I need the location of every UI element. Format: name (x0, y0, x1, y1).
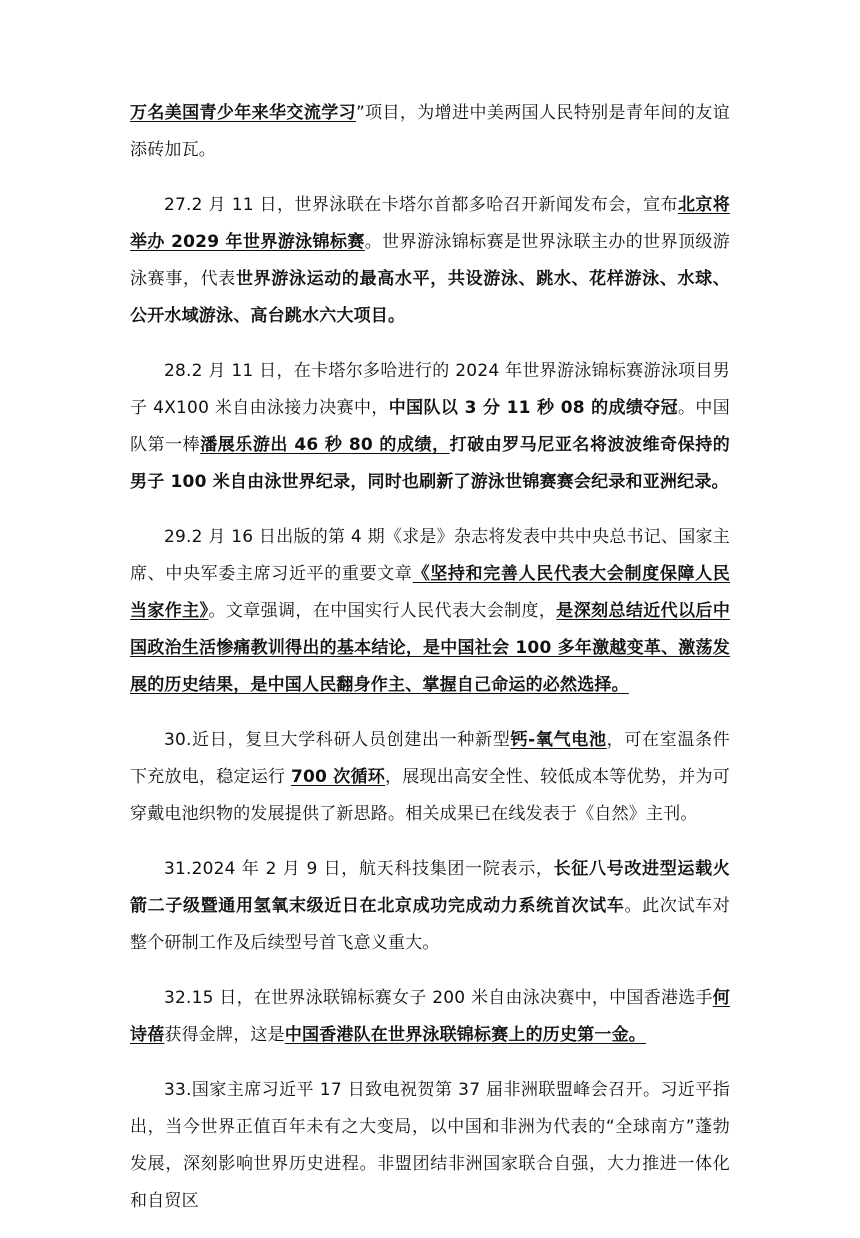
body-text: 27.2 月 11 日，世界泳联在卡塔尔首都多哈召开新闻发布会，宣布 (164, 195, 678, 215)
highlight-text: 万名美国青少年来华交流学习 (130, 103, 356, 123)
news-item-33 (130, 1072, 730, 1220)
body-text: 。文章强调，在中国实行人民代表大会制度， (208, 601, 557, 621)
highlight-text: 《坚持和完善人民代表大会制度保障人民当家作主》 (130, 564, 731, 621)
news-item-28 (130, 353, 730, 501)
body-text: 。此次试车对整个研制工作及后续型号首飞意义重大。 (130, 896, 731, 953)
news-item-32 (130, 980, 730, 1054)
body-text: ，展现出高安全性、较低成本等优势，并为可穿戴电池织物的发展提供了新思路。相关成果已在线发表于《自然》主刊。 (130, 767, 731, 824)
body-text: 28.2 月 11 日，在卡塔尔多哈进行的 2024 年世界游泳锦标赛游泳项目男子 4X100 米自由泳接力决赛中， (130, 361, 730, 418)
news-item-31 (130, 851, 730, 962)
body-text: 。世界游泳锦标赛是世界泳联主办的世界顶级游泳赛事，代表 (130, 232, 730, 289)
news-item-30 (130, 722, 730, 833)
body-text: 29.2 月 16 日出版的第 4 期《求是》杂志将发表中共中央总书记、国家主席、中央军委主席习近平的重要文章 (130, 527, 730, 584)
highlight-text: 700 次循环 (290, 767, 385, 787)
body-text: 获得金牌，这是 (164, 1025, 285, 1045)
body-text: 32.15 日，在世界泳联锦标赛女子 200 米自由泳决赛中，中国香港选手 (164, 988, 713, 1008)
body-text: 33.国家主席习近平 17 日致电祝贺第 37 届非洲联盟峰会召开。习近平指出，当今世界正值百年未有之大变局，以中国和非洲为代表的“全球南方”蓬勃发展，深刻影响世界历史进程。非盟团结非洲国家联合自强，大力推进一体化和自贸区 (130, 1080, 730, 1211)
body-text: ”项目，为增进中美两国人民特别是青年间的友谊添砖加瓦。 (130, 103, 730, 160)
body-text: ，可在室温条件下充放电，稳定运行 (130, 730, 730, 787)
body-text: 30.近日，复旦大学科研人员创建出一种新型 (164, 730, 511, 750)
highlight-text: 潘展乐游出 46 秒 80 的成绩， (200, 435, 450, 455)
highlight-text: 是深刻总结近代以后中国政治生活惨痛教训得出的基本结论，是中国社会 100 多年激越变革、激荡发展的历史结果，是中国人民翻身作主、掌握自己命运的必然选择。 (130, 601, 731, 695)
bold-text: 世界游泳运动的最高水平，共设游泳、跳水、花样游泳、水球、公开水域游泳、高台跳水六大项目。 (130, 269, 730, 326)
bold-text: 长征八号改进型运载火箭二子级暨通用氢氧末级近日在北京成功完成动力系统首次试车 (130, 859, 731, 916)
news-item-29 (130, 519, 730, 704)
bold-text: 打破由罗马尼亚名将波波维奇保持的男子 100 米自由泳世界纪录，同时也刷新了游泳世锦赛赛会纪录和亚洲纪录。 (130, 435, 730, 492)
news-item-27 (130, 187, 730, 335)
body-text: 。中国队第一棒 (130, 398, 730, 455)
highlight-text: 钙-氧气电池 (510, 730, 607, 750)
bold-text: 中国队以 3 分 11 秒 08 的成绩夺冠 (388, 398, 679, 418)
highlight-text: 北京将举办 2029 年世界游泳锦标赛 (130, 195, 730, 252)
highlight-text: 何诗蓓 (130, 988, 730, 1045)
paragraph-continuation (130, 95, 730, 169)
body-text: 31.2024 年 2 月 9 日，航天科技集团一院表示， (164, 859, 554, 879)
highlight-text: 中国香港队在世界泳联锦标赛上的历史第一金。 (284, 1025, 647, 1045)
document-body (130, 95, 730, 1238)
